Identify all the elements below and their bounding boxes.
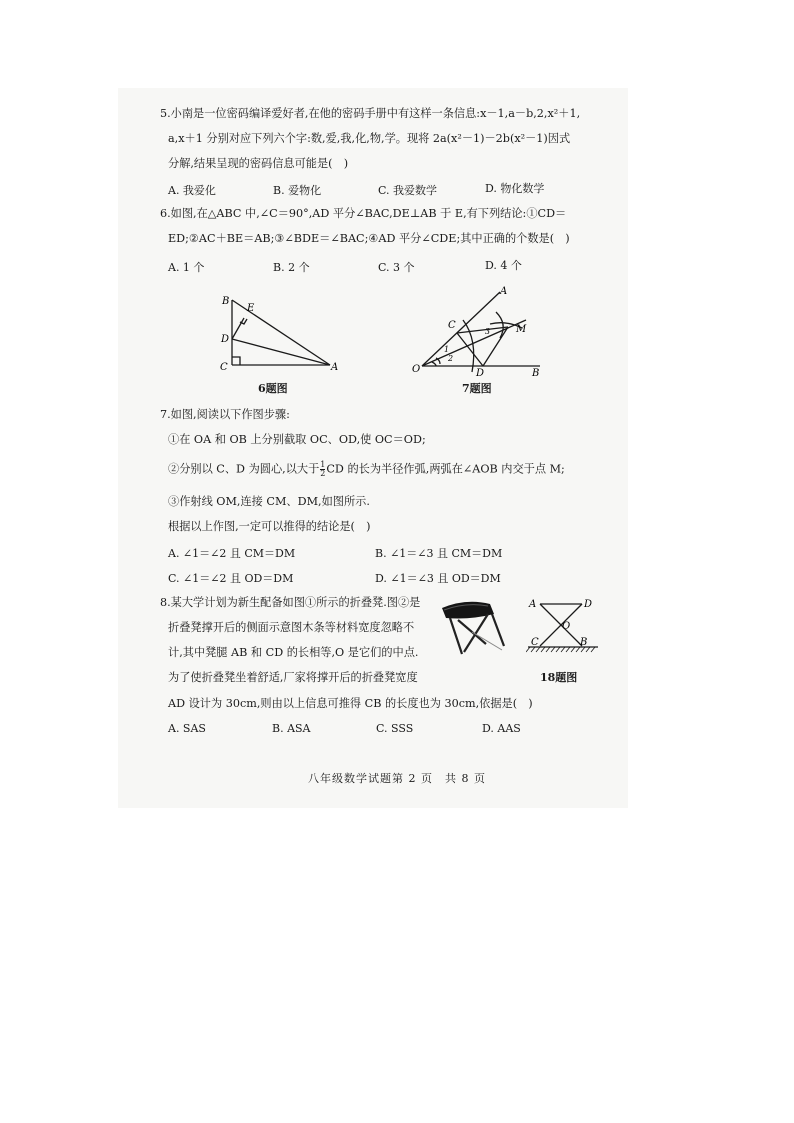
label-angle-3: 3 — [485, 327, 491, 336]
q7-line-1: 7.如图,阅读以下作图步骤: — [160, 408, 290, 421]
label-b: B — [532, 368, 540, 379]
q7-step-2-pre: ②分别以 C、D 为圆心,以大于 — [168, 462, 320, 476]
q7-option-d: D. ∠1＝∠3 且 OD＝DM — [375, 572, 501, 585]
q6-option-d: D. 4 个 — [485, 259, 522, 272]
q6-option-a: A. 1 个 — [168, 261, 205, 274]
label-a: A — [500, 286, 508, 297]
q8-line-2: 折叠凳撑开后的侧面示意图木条等材料宽度忽略不 — [168, 621, 415, 634]
fraction-one-half: $\frac{1}{2}$ — [320, 460, 326, 478]
q5-option-d: D. 物化数学 — [485, 182, 545, 195]
q5-option-b: B. 爱物化 — [273, 184, 322, 197]
label-e: E — [247, 303, 255, 314]
label-d: D — [584, 599, 593, 610]
label-a: A — [529, 599, 537, 610]
q7-step-1: ①在 OA 和 OB 上分别截取 OC、OD,使 OC＝OD; — [168, 433, 426, 446]
q8-line-5: AD 设计为 30cm,则由以上信息可推得 CB 的长度也为 30cm,依据是( ) — [168, 697, 533, 710]
label-o: O — [412, 364, 421, 375]
q7-question: 根据以上作图,一定可以推得的结论是( ) — [168, 520, 371, 533]
label-c: C — [448, 320, 456, 331]
q7-step-2-post: CD 的长为半径作弧,两弧在∠AOB 内交于点 M; — [326, 462, 565, 476]
q8-option-a: A. SAS — [168, 722, 206, 735]
q7-option-b: B. ∠1＝∠3 且 CM＝DM — [375, 547, 503, 560]
label-c: C — [531, 637, 539, 648]
q8-line-3: 计,其中凳腿 AB 和 CD 的长相等,O 是它们的中点. — [168, 646, 419, 659]
q7-option-a: A. ∠1＝∠2 且 CM＝DM — [168, 547, 296, 560]
q8-option-d: D. AAS — [482, 722, 521, 735]
figure-18-caption: 18题图 — [540, 671, 578, 684]
figure-6-triangle — [218, 290, 348, 380]
q8-line-4: 为了使折叠凳坐着舒适,厂家将撑开后的折叠凳宽度 — [168, 671, 418, 684]
label-d: D — [476, 368, 485, 379]
q8-option-c: C. SSS — [376, 722, 414, 735]
q8-option-b: B. ASA — [272, 722, 311, 735]
label-d: D — [221, 334, 230, 345]
q8-line-1: 8.某大学计划为新生配备如图①所示的折叠凳.图②是 — [160, 596, 421, 609]
label-angle-2: 2 — [448, 354, 454, 363]
label-a: A — [331, 362, 339, 373]
segment-de — [232, 318, 244, 339]
q5-option-a: A. 我爱化 — [168, 184, 216, 197]
figure-18-stool-diagram — [526, 594, 600, 664]
figure-7-caption: 7题图 — [462, 382, 492, 395]
arc-from-c — [496, 312, 503, 338]
right-angle-c — [232, 357, 240, 365]
q5-line-2: a,x＋1 分别对应下列六个字:数,爱,我,化,物,学。现将 2a(x²－1)－2b(x²－1)因式 — [168, 132, 571, 145]
q7-step-3: ③作射线 OM,连接 CM、DM,如图所示. — [168, 495, 370, 508]
figure-6-caption: 6题图 — [258, 382, 288, 395]
q6-line-2: ED;②AC＋BE＝AB;③∠BDE＝∠BAC;④AD 平分∠CDE;其中正确的个数是( ) — [168, 232, 570, 245]
label-angle-1: 1 — [444, 345, 450, 354]
label-b: B — [222, 296, 230, 307]
label-c: C — [220, 362, 228, 373]
segment-da — [232, 339, 330, 365]
segment-cm — [457, 327, 508, 333]
folding-stool-illustration — [436, 592, 516, 662]
q5-line-3: 分解,结果呈现的密码信息可能是( ) — [168, 157, 349, 170]
label-o: O — [562, 621, 571, 632]
q5-option-c: C. 我爱数学 — [378, 184, 438, 197]
q6-option-b: B. 2 个 — [273, 261, 310, 274]
label-b: B — [580, 637, 588, 648]
q5-line-1: 5.小南是一位密码编译爱好者,在他的密码手册中有这样一条信息:x－1,a－b,2,x²＋1, — [160, 107, 581, 120]
figure-7-angle-bisector — [408, 280, 558, 380]
page-footer: 八年级数学试题第 2 页 共 8 页 — [308, 772, 486, 785]
q6-line-1: 6.如图,在△ABC 中,∠C＝90°,AD 平分∠BAC,DE⊥AB 于 E,有下列结论:①CD＝ — [160, 207, 567, 220]
q7-option-c: C. ∠1＝∠2 且 OD＝DM — [168, 572, 294, 585]
label-m: M — [516, 324, 527, 335]
q6-option-c: C. 3 个 — [378, 261, 415, 274]
q7-step-2 — [168, 461, 565, 478]
